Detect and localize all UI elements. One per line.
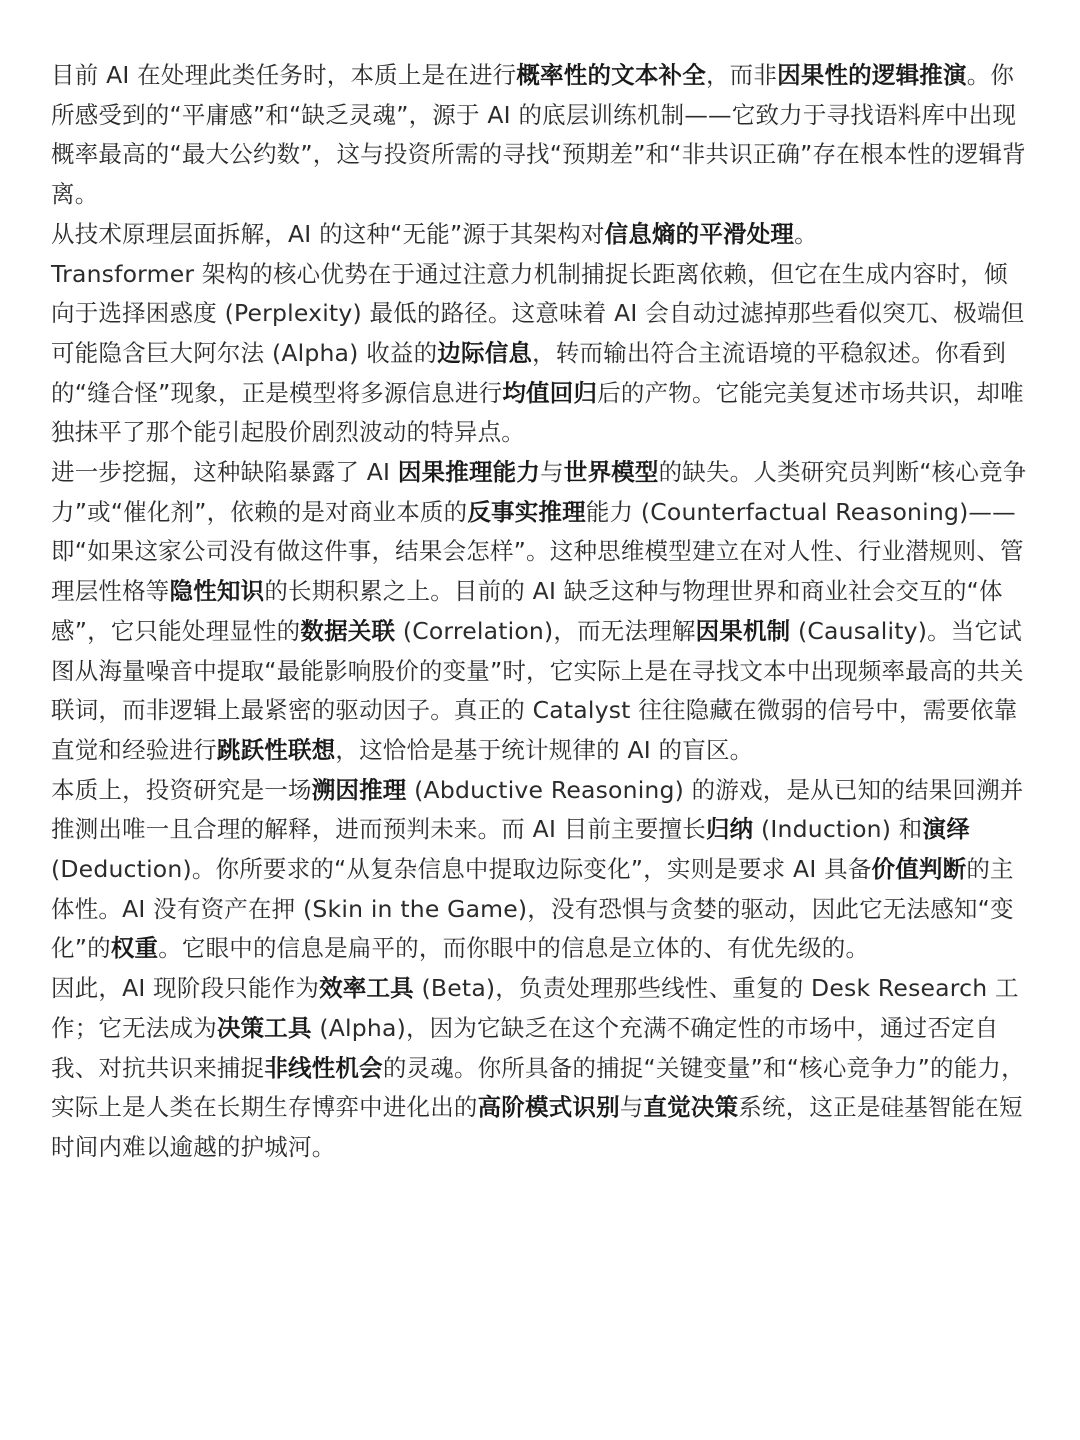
body-text: 。它眼中的信息是扁平的，而你眼中的信息是立体的、有优先级的。 [158, 934, 870, 963]
emphasis-text: 数据关联 [300, 616, 396, 645]
emphasis-text: 非线性机会 [264, 1053, 383, 1082]
body-text: 的缺失。人类研究员判断“核心竞争力”或“催化剂”，依赖的是对商业本质的 [51, 458, 1027, 526]
article-body [51, 56, 1031, 1168]
paragraph [51, 969, 1031, 1168]
emphasis-text: 反事实推理 [467, 497, 586, 526]
body-text: 本质上，投资研究是一场 [51, 775, 312, 804]
emphasis-text: 归纳 [705, 815, 754, 844]
body-text: ，而非 [705, 61, 778, 89]
emphasis-text: 效率工具 [319, 974, 414, 1003]
emphasis-text: 决策工具 [216, 1013, 312, 1042]
body-text: 后的产物。它能完美复述市场共识，却唯独抹平了那个能引起股价剧烈波动的特异点。 [51, 378, 1024, 447]
body-text: 系统，这正是硅基智能在短时间内难以逾越的护城河。 [51, 1093, 1023, 1161]
body-text: 进一步挖掘，这种缺陷暴露了 AI [51, 458, 398, 487]
body-text: (Induction) 和 [753, 815, 923, 844]
body-text: (Beta)，负责处理那些线性、重复的 Desk Research 工作；它无法成为 [51, 974, 1019, 1042]
emphasis-text: 跳跃性联想 [216, 735, 336, 764]
emphasis-text: 均值回归 [502, 378, 598, 407]
body-text: (Deduction)。你所要求的“从复杂信息中提取边际变化”，实则是要求 AI 具备 [51, 855, 872, 884]
paragraph [51, 56, 1031, 215]
body-text: ，转而输出符合主流语境的平稳叙述。你看到的“缝合怪”现象，正是模型将多源信息进行 [51, 338, 1007, 407]
body-text: 从技术原理层面拆解，AI 的这种“无能”源于其架构对 [51, 219, 605, 248]
body-text: (Abductive Reasoning) 的游戏，是从已知的结果回溯并推测出唯一且合理的解释，进而预判未来。而 AI 目前主要擅长 [51, 775, 1024, 844]
emphasis-text: 边际信息 [437, 338, 533, 367]
emphasis-text: 直觉决策 [643, 1093, 739, 1122]
body-text: 的主体性。AI 没有资产在押 (Skin in the Game)，没有恐惧与贪婪的驱动，因此它无法感知“变化”的 [51, 855, 1014, 963]
body-text: ，这恰恰是基于统计规律的 AI 的盲区。 [335, 735, 754, 764]
emphasis-text: 因果机制 [695, 616, 791, 645]
body-text: (Alpha)，因为它缺乏在这个充满不确定性的市场中，通过否定自我、对抗共识来捕捉 [51, 1013, 999, 1082]
body-text: (Correlation)，而无法理解 [395, 616, 696, 645]
emphasis-text: 因果推理能力 [397, 458, 541, 487]
body-text: 能力 (Counterfactual Reasoning)——即“如果这家公司没有做这件事，结果会怎样”。这种思维模型建立在对人性、行业潜规则、管理层性格等 [51, 497, 1024, 606]
body-text: 因此，AI 现阶段只能作为 [51, 974, 320, 1003]
emphasis-text: 权重 [110, 934, 159, 963]
paragraph [51, 453, 1031, 771]
body-text: 的长期积累之上。目前的 AI 缺乏这种与物理世界和商业社会交互的“体感”，它只能处理显性的 [51, 577, 1003, 645]
emphasis-text: 世界模型 [563, 458, 659, 487]
body-text: Transformer 架构的核心优势在于通过注意力机制捕捉长距离依赖，但它在生成内容时，倾向于选择困惑度 (Perplexity) 最低的路径。这意味着 AI 会自动过滤掉那些看似突兀、极端但可能隐含巨大阿尔法 (Alpha) 收益的 [51, 259, 1025, 367]
paragraph [51, 255, 1031, 454]
emphasis-text: 隐性知识 [169, 577, 265, 606]
paragraph [51, 771, 1031, 970]
emphasis-text: 溯因推理 [311, 775, 407, 804]
emphasis-text: 价值判断 [871, 855, 967, 884]
body-text: 。 [794, 219, 818, 248]
body-text: 。你所感受到的“平庸感”和“缺乏灵魂”，源于 AI 的底层训练机制——它致力于寻找语料库中出现概率最高的“最大公约数”，这与投资所需的寻找“预期差”和“非共识正确”存在根本性的逻辑背离。 [51, 61, 1026, 209]
emphasis-text: 概率性的文本补全 [516, 61, 706, 89]
emphasis-text: 高阶模式识别 [477, 1093, 620, 1122]
emphasis-text: 演绎 [922, 815, 970, 844]
body-text: (Causality)。当它试图从海量噪音中提取“最能影响股价的变量”时，它实际上是在寻找文本中出现频率最高的共关联词，而非逻辑上最紧密的驱动因子。真正的 Catalyst 往往隐藏在微弱的信号中，需要依靠直觉和经验进行 [51, 616, 1024, 764]
body-text: 目前 AI 在处理此类任务时，本质上是在进行 [51, 61, 517, 89]
body-text: 与 [540, 458, 564, 487]
emphasis-text: 信息熵的平滑处理 [604, 219, 795, 248]
paragraph [51, 215, 1031, 255]
emphasis-text: 因果性的逻辑推演 [777, 61, 967, 89]
body-text: 与 [619, 1093, 644, 1122]
body-text: 的灵魂。你所具备的捕捉“关键变量”和“核心竞争力”的能力，实际上是人类在长期生存博弈中进化出的 [51, 1053, 1025, 1122]
